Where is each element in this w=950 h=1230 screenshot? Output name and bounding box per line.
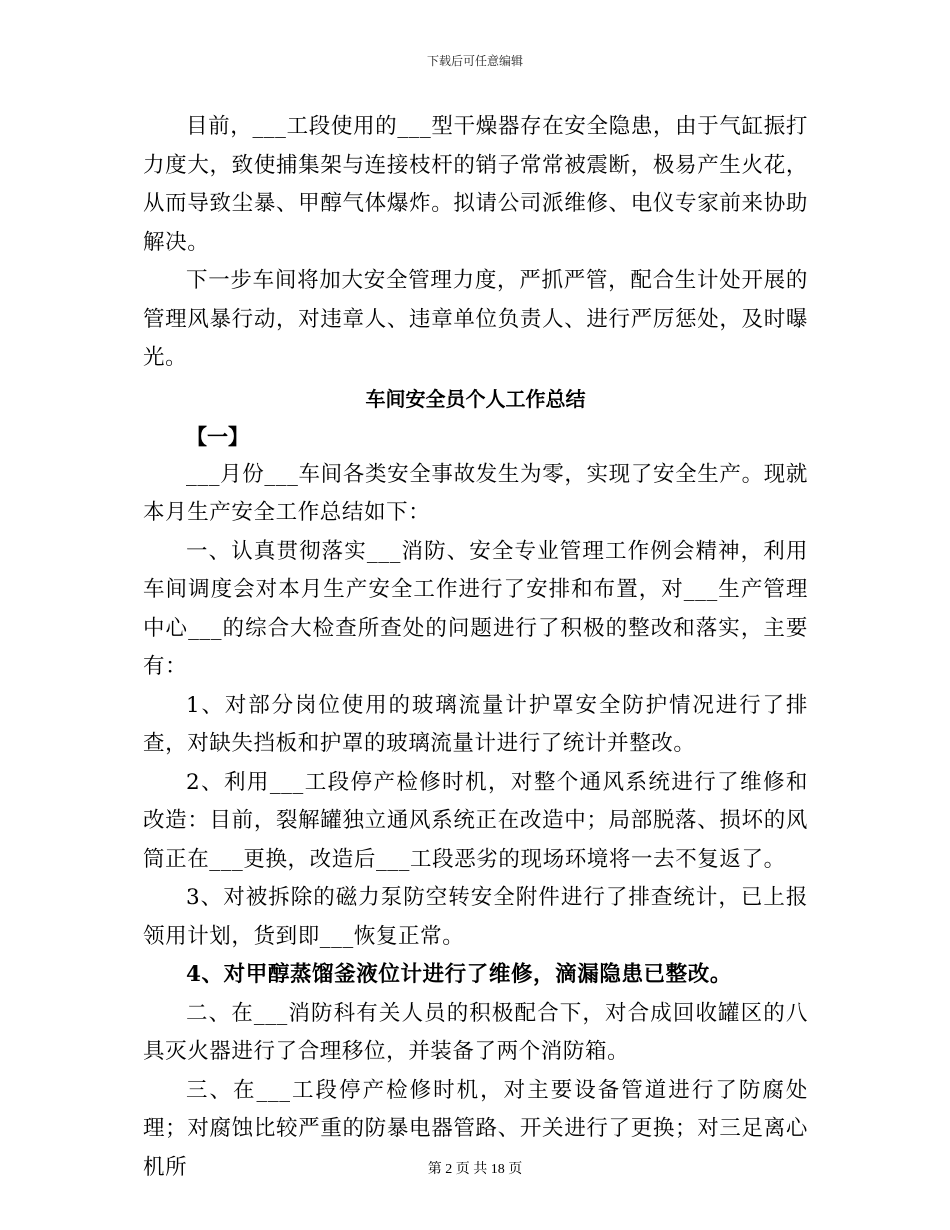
document-body [143,108,808,1187]
paragraph: 3、对被拆除的磁力泵防空转安全附件进行了排查统计，已上报领用计划，货到即___恢复正常。 [143,885,808,949]
paragraph: 二、在___消防科有关人员的积极配合下，对合成回收罐区的八具灭火器进行了合理移位，并装备了两个消防箱。 [143,1000,808,1064]
document-title: 车间安全员个人工作总结 [365,386,586,411]
page-number: 第 2 页 共 18 页 [427,1162,523,1177]
bold-paragraph: 4、对甲醇蒸馏釜液位计进行了维修，滴漏隐患已整改。 [186,962,732,987]
paragraph: 目前，___工段使用的___型干燥器存在安全隐患，由于气缸振打力度大，致使捕集架与连接枝杆的销子常常被震断，极易产生火花，从而导致尘暴、甲醇气体爆炸。拟请公司派维修、电仪专家前来协助解决。 [143,114,808,255]
paragraph: 2、利用___工段停产检修时机，对整个通风系统进行了维修和改造：目前，裂解罐独立通风系统正在改造中；局部脱落、损坏的风筒正在___更换，改造后___工段恶劣的现场环境将一去不复返了。 [143,769,808,872]
paragraph: 1、对部分岗位使用的玻璃流量计护罩安全防护情况进行了排查，对缺失挡板和护罩的玻璃流量计进行了统计并整改。 [143,692,808,756]
paragraph: 下一步车间将加大安全管理力度，严抓严管，配合生计处开展的管理风暴行动，对违章人、违章单位负责人、进行严厉惩处，及时曝光。 [143,268,808,370]
section-marker: 【一】 [186,424,249,449]
paragraph: 三、在___工段停产检修时机，对主要设备管道进行了防腐处理；对腐蚀比较严重的防暴电器管路、开关进行了更换；对三足离心机所 [143,1077,808,1180]
paragraph: 一、认真贯彻落实___消防、安全专业管理工作例会精神，利用车间调度会对本月生产安全工作进行了安排和布置，对___生产管理中心___的综合大检查所查处的问题进行了积极的整改和落实，主要有： [143,538,808,679]
header-note: 下载后可任意编辑 [426,54,523,68]
paragraph: ___月份___车间各类安全事故发生为零，实现了安全生产。现就本月生产安全工作总结如下： [143,461,808,525]
